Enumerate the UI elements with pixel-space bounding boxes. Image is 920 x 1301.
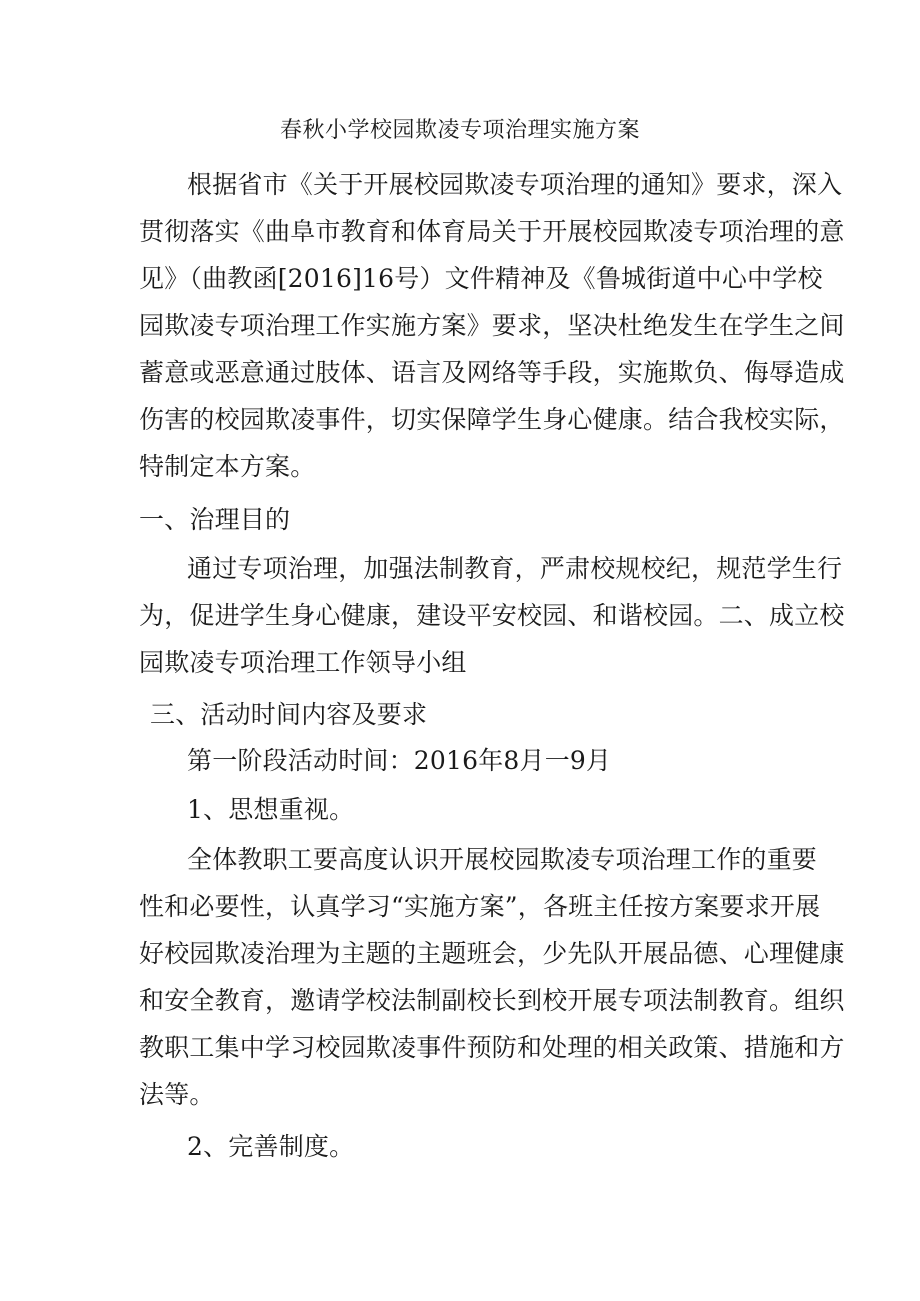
paragraph-line: 园欺凌专项治理工作领导小组 (139, 648, 467, 677)
paragraph-line: 根据省市《关于开展校园欺凌专项治理的通知》要求，深入 (187, 170, 843, 199)
subheading: 1、思想重视。 (187, 795, 355, 824)
paragraph-line: 全体教职工要高度认识开展校园欺凌专项治理工作的重要 (187, 845, 818, 874)
paragraph-line: 教职工集中学习校园欺凌事件预防和处理的相关政策、措施和方 (139, 1033, 845, 1062)
section-heading: 三、活动时间内容及要求 (150, 700, 428, 729)
paragraph-line: 蓄意或恶意通过肢体、语言及网络等手段，实施欺负、侮辱造成 (139, 358, 845, 387)
document-title: 春秋小学校园欺凌专项治理实施方案 (279, 118, 640, 143)
paragraph-line: 法等。 (139, 1080, 215, 1109)
paragraph-line: 第一阶段活动时间：2016年8月一9月 (187, 746, 612, 775)
paragraph-line: 见》（曲教函[2016]16号）文件精神及《鲁城街道中心中学校 (139, 264, 823, 293)
paragraph-line: 伤害的校园欺凌事件，切实保障学生身心健康。结合我校实际， (139, 405, 845, 434)
paragraph-line: 好校园欺凌治理为主题的主题班会，少先队开展品德、心理健康 (139, 939, 845, 968)
paragraph-line: 贯彻落实《曲阜市教育和体育局关于开展校园欺凌专项治理的意 (139, 217, 845, 246)
section-heading: 一、治理目的 (139, 505, 291, 534)
paragraph-line: 性和必要性，认真学习“实施方案”，各班主任按方案要求开展 (139, 892, 821, 921)
paragraph-line: 为，促进学生身心健康，建设平安校园、和谐校园。二、成立校 (139, 601, 845, 630)
paragraph-line: 特制定本方案。 (139, 452, 316, 481)
paragraph-line: 园欺凌专项治理工作实施方案》要求，坚决杜绝发生在学生之间 (139, 311, 845, 340)
paragraph-line: 通过专项治理，加强法制教育，严肃校规校纪，规范学生行 (187, 554, 843, 583)
paragraph-line: 和安全教育，邀请学校法制副校长到校开展专项法制教育。组织 (139, 986, 845, 1015)
subheading: 2、完善制度。 (187, 1132, 355, 1161)
